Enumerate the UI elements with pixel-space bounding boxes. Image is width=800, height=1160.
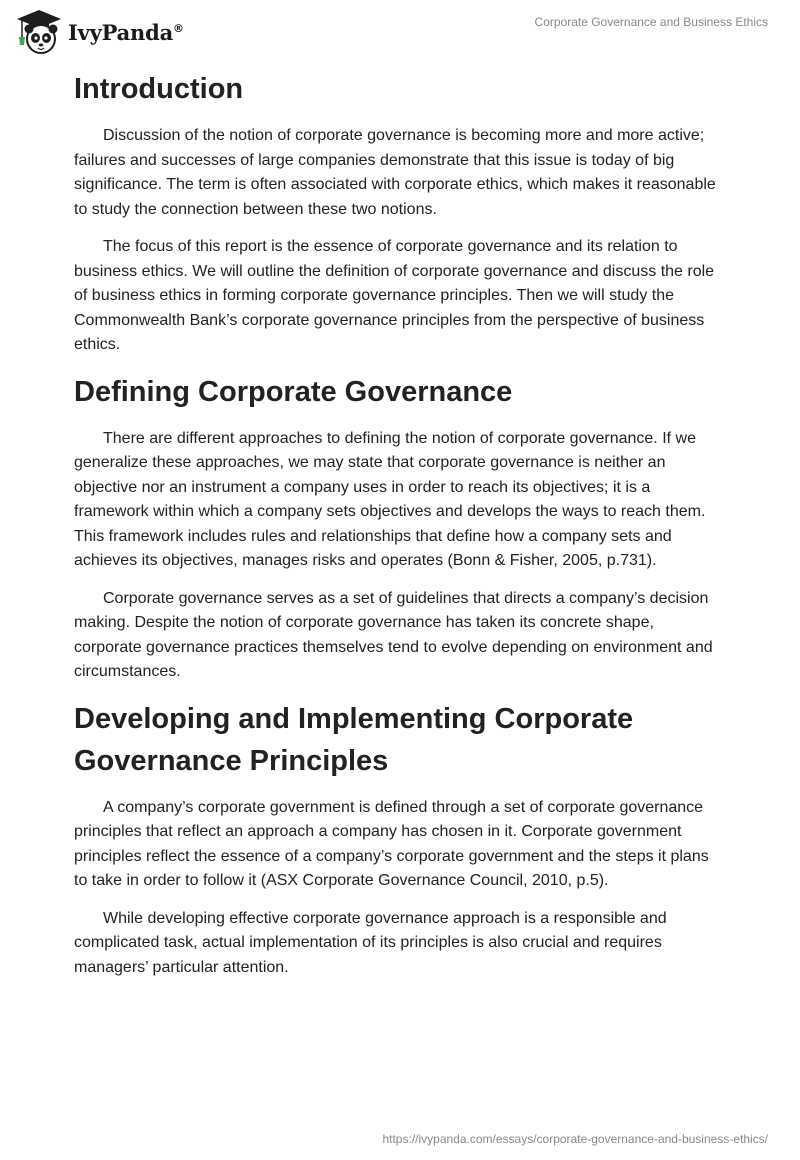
document-title: Corporate Governance and Business Ethics	[534, 15, 768, 29]
logo-text: IvyPanda®	[68, 19, 184, 45]
section-heading: Introduction	[74, 73, 244, 105]
section-developing-principles	[74, 698, 724, 981]
panda-graduate-icon	[14, 7, 64, 55]
section-heading: Developing and Implementing Corporate Governance Principles	[74, 702, 634, 777]
section-introduction	[74, 68, 724, 358]
source-url[interactable]: https://ivypanda.com/essays/corporate-governance-and-business-ethics/	[382, 1132, 768, 1146]
paragraph: The focus of this report is the essence of corporate governance and its relation to business ethics. We will outline the definition of corporate governance and discuss the role of business ethics in forming corporate governance principles. Then we will study the Commonwealth Bank’s corporate governance principles from the perspective of business ethics.	[74, 238, 715, 353]
paragraph: Corporate governance serves as a set of guidelines that directs a company’s decision making. Despite the notion of corporate governance has taken its concrete shape, corporate governance practices themselves tend to evolve depending on environment and circumstances.	[74, 589, 713, 680]
ivypanda-logo[interactable]	[14, 7, 184, 55]
essay-content	[74, 68, 724, 993]
paragraph: While developing effective corporate governance approach is a responsible and complicated task, actual implementation of its principles is also crucial and requires managers’ particular attention.	[74, 909, 667, 976]
registered-mark: ®	[173, 21, 184, 35]
section-heading: Defining Corporate Governance	[74, 375, 513, 408]
page-header	[0, 0, 800, 60]
paragraph: A company’s corporate government is defined through a set of corporate governance principles that reflect an approach a company has chosen in it. Corporate government principles reflect the essence of a company’s corporate government and the steps it plans to take in order to follow it (ASX Corporate Governance Council, 2010, p.5).	[74, 798, 709, 889]
section-defining-corporate-governance	[74, 371, 724, 685]
paragraph: Discussion of the notion of corporate governance is becoming more and more active; failures and successes of large companies demonstrate that this issue is today of big significance. The term is often associated with corporate ethics, which makes it reasonable to study the connection between these two notions.	[74, 127, 716, 218]
paragraph: There are different approaches to defining the notion of corporate governance. If we generalize these approaches, we may state that corporate governance is neither an objective nor an instrument a company uses in order to reach its objectives; it is a framework within which a company sets objectives and develops the ways to reach them. This framework includes rules and relationships that define how a company sets and achieves its objectives, manages risks and operates (Bonn & Fisher, 2005, p.731).	[74, 429, 706, 569]
